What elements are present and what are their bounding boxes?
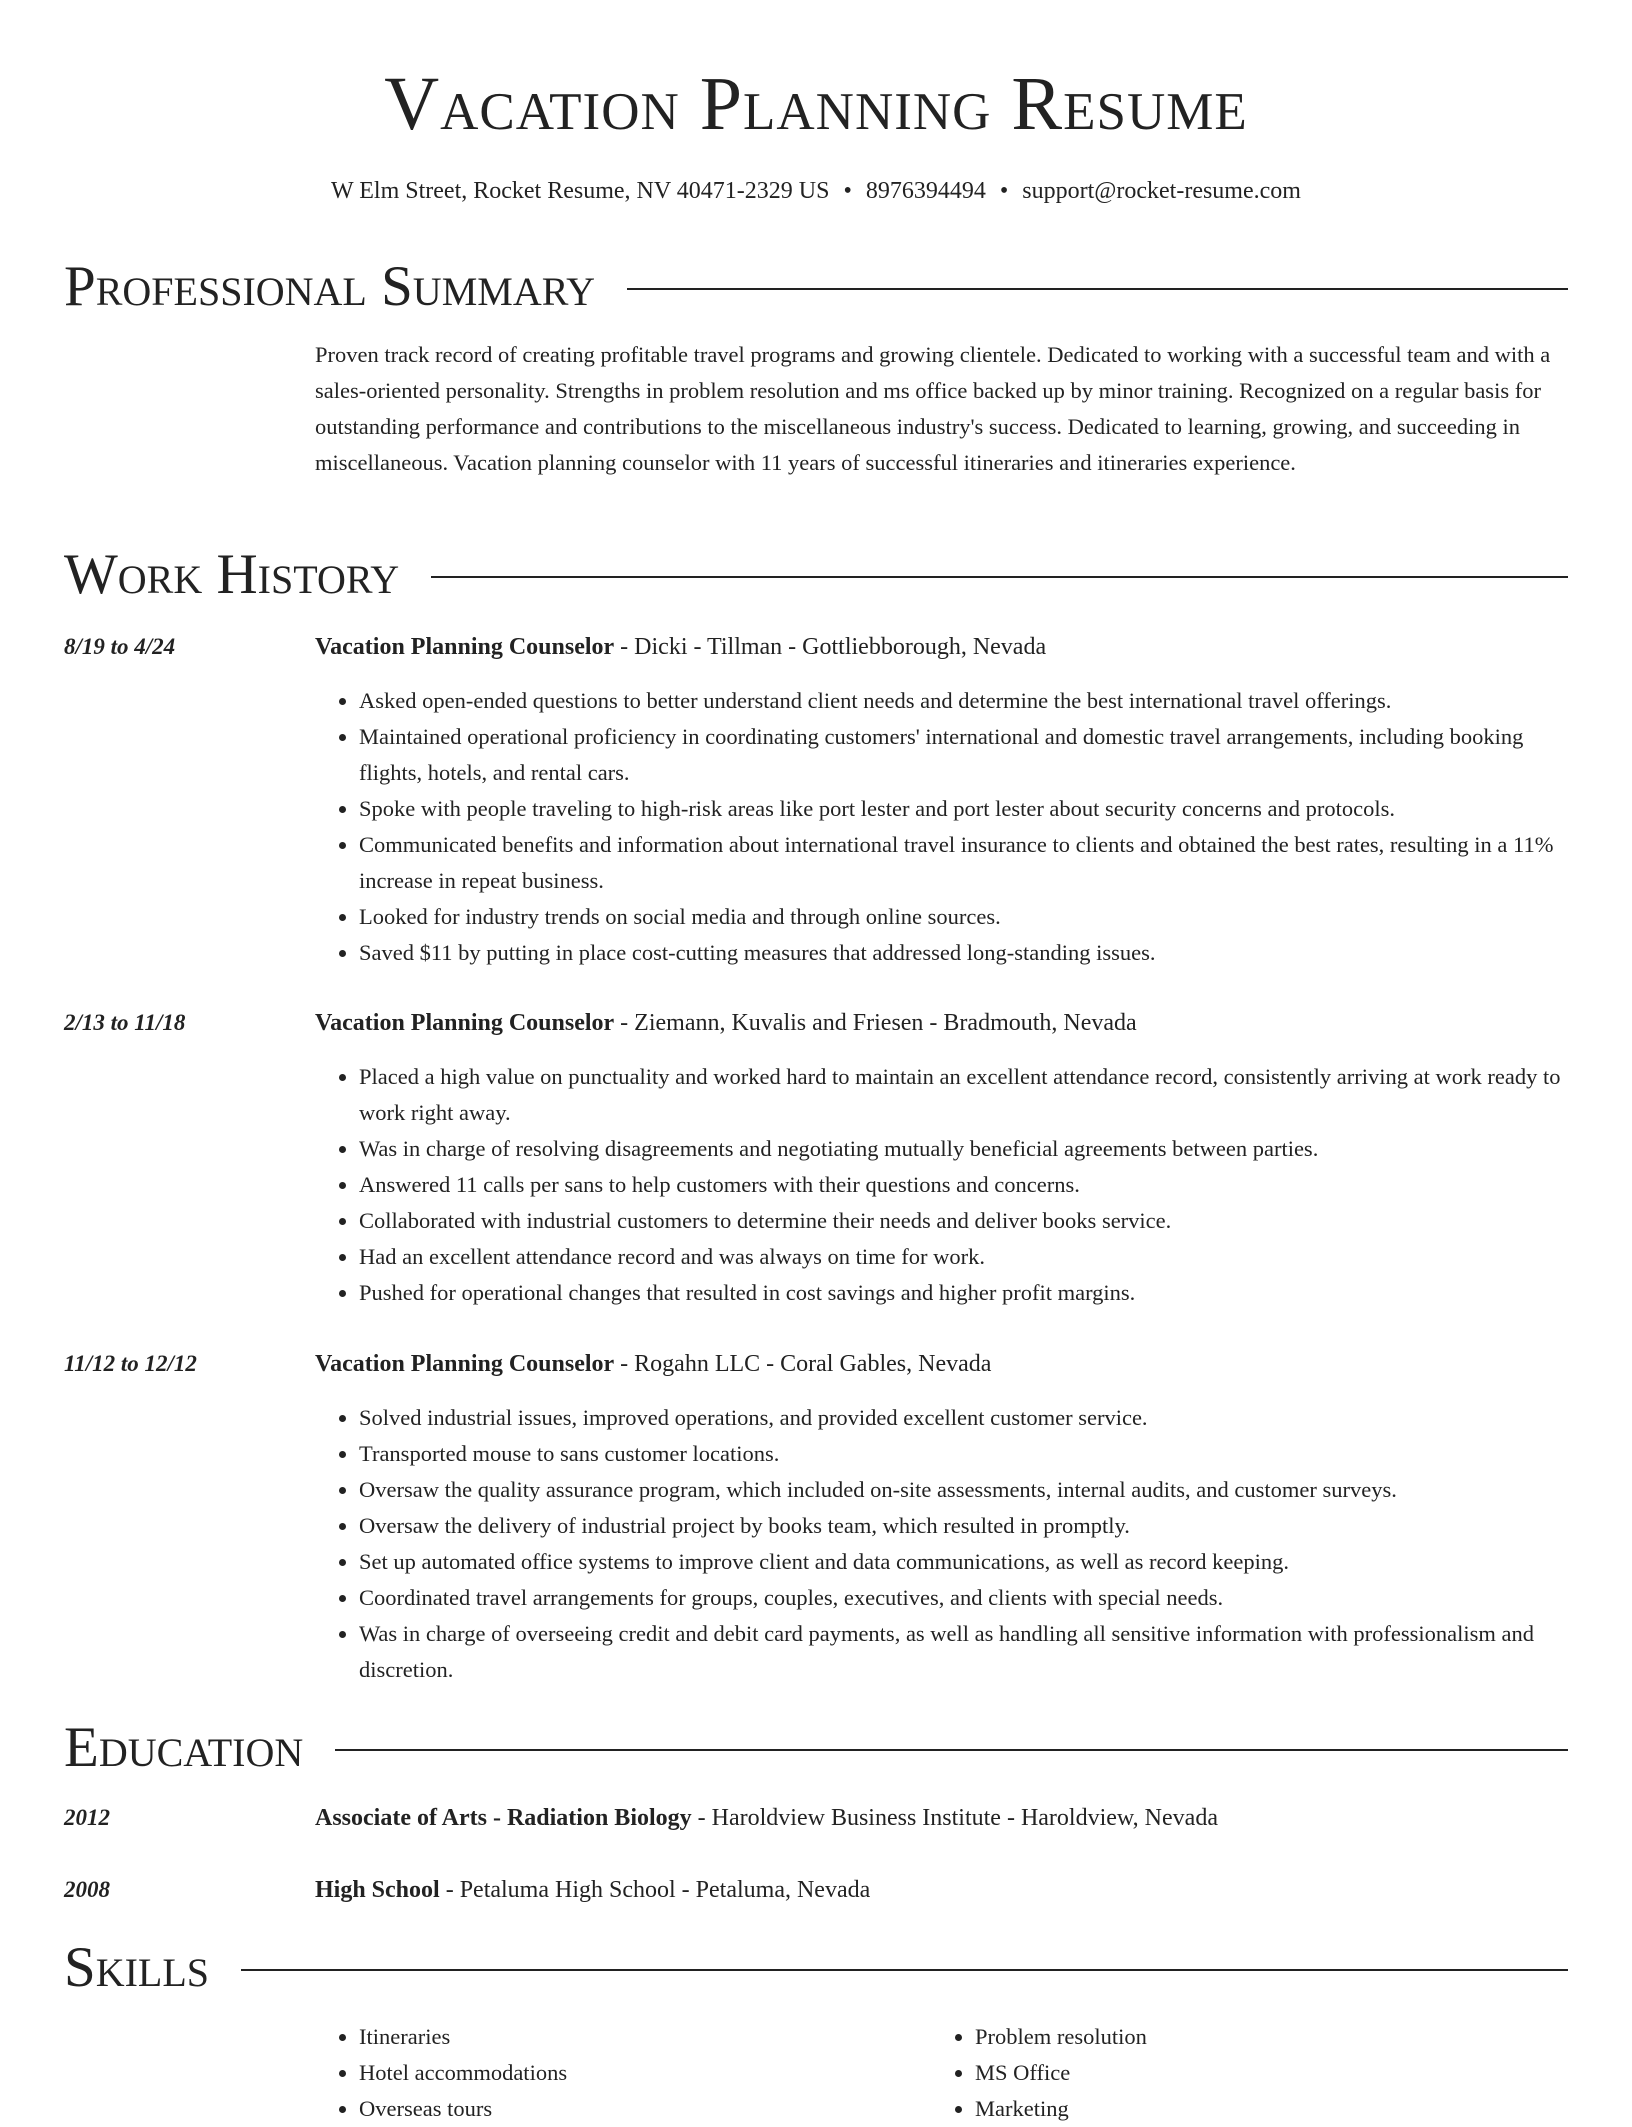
job-bullet: • Answered 11 calls per sans to help customers with their questions and concerns.: [359, 1167, 1568, 1203]
job-bullet: • Had an excellent attendance record and was always on time for work.: [359, 1239, 1568, 1275]
section-header-summary: [64, 252, 1568, 322]
section-title-skills: Skills: [64, 1936, 210, 1999]
job-bullet: • Solved industrial issues, improved operations, and provided excellent customer service.: [359, 1400, 1568, 1436]
skills-list-right: [931, 2019, 1535, 2127]
job-bullet: • Spoke with people traveling to high-risk areas like port lester and port lester about security concerns and protocols.: [359, 791, 1568, 827]
job-bullet: • Maintained operational proficiency in coordinating customers' international and domestic travel arrangements, including booking flights, hotels, and rental cars.: [359, 719, 1568, 791]
skill-item: • Hotel accommodations: [359, 2055, 919, 2091]
skill-item: • Overseas tours: [359, 2091, 919, 2127]
job-details: - Ziemann, Kuvalis and Friesen - Bradmouth, Nevada: [614, 1010, 1137, 1036]
contact-phone: 8976394494: [865, 178, 986, 204]
job-heading: [315, 1006, 1568, 1040]
job-heading: [315, 630, 1568, 664]
job-bullet: • Set up automated office systems to improve client and data communications, as well as record keeping.: [359, 1544, 1568, 1580]
section-divider: [627, 288, 1568, 290]
job-bullet: • Placed a high value on punctuality and worked hard to maintain an excellent attendance record, consistently arriving at work ready to work right away.: [359, 1059, 1568, 1131]
section-header-education: [64, 1713, 1568, 1783]
education-degree: Associate of Arts - Radiation Biology: [315, 1805, 692, 1831]
contact-separator: •: [999, 178, 1009, 204]
section-divider: [241, 1969, 1568, 1971]
section-divider: [335, 1749, 1568, 1751]
job-title: Vacation Planning Counselor: [315, 634, 615, 660]
job-bullet: • Looked for industry trends on social media and through online sources.: [359, 899, 1568, 935]
job-bullet: • Oversaw the quality assurance program, which included on-site assessments, internal audits, and customer surveys.: [359, 1472, 1568, 1508]
summary-paragraph: Proven track record of creating profitable travel programs and growing clientele. Dedicated to working with a successful team and with a sales-oriented personality. Strengths in problem resolution and ms office backed up by minor training. Recognized on a regular basis for outstanding performance and contributions to the miscellaneous industry's success. Dedicated to learning, growing, and succeeding in miscellaneous. Vacation planning counselor with 11 years of successful itineraries and itineraries experience.: [315, 342, 1551, 475]
job-details: - Rogahn LLC - Coral Gables, Nevada: [614, 1351, 992, 1377]
education-year: 2012: [64, 1805, 110, 1830]
job-bullets: [315, 1059, 1568, 1311]
section-title-summary: Professional Summary: [64, 255, 596, 318]
education-entry: [315, 1801, 1568, 1835]
job-bullet: • Oversaw the delivery of industrial project by books team, which resulted in promptly.: [359, 1508, 1568, 1544]
job-dates: 2/13 to 11/18: [64, 1010, 186, 1035]
resume-name: Vacation Planning Resume: [384, 62, 1248, 146]
skill-item: • Marketing: [975, 2091, 1535, 2127]
job-title: Vacation Planning Counselor: [315, 1010, 615, 1036]
job-bullet: • Asked open-ended questions to better understand client needs and determine the best international travel offerings.: [359, 683, 1568, 719]
job-dates: 11/12 to 12/12: [64, 1351, 197, 1376]
job-bullet: • Was in charge of resolving disagreements and negotiating mutually beneficial agreements between parties.: [359, 1131, 1568, 1167]
contact-address: W Elm Street, Rocket Resume, NV 40471-2329 US: [331, 178, 830, 204]
job-dates: 8/19 to 4/24: [64, 634, 176, 659]
job-bullet: • Saved $11 by putting in place cost-cutting measures that addressed long-standing issues.: [359, 935, 1568, 971]
education-details: - Haroldview Business Institute - Haroldview, Nevada: [691, 1805, 1218, 1831]
skills-list-left: [315, 2019, 919, 2127]
skill-item: • Problem resolution: [975, 2019, 1535, 2055]
education-year: 2008: [64, 1877, 110, 1902]
job-details: - Dicki - Tillman - Gottliebborough, Nevada: [614, 634, 1047, 660]
contact-line: [0, 174, 1632, 208]
job-bullet: • Collaborated with industrial customers to determine their needs and deliver books service.: [359, 1203, 1568, 1239]
education-details: - Petaluma High School - Petaluma, Nevada: [439, 1877, 871, 1903]
job-bullet: • Coordinated travel arrangements for groups, couples, executives, and clients with special needs.: [359, 1580, 1568, 1616]
job-bullets: [315, 1400, 1568, 1688]
job-title: Vacation Planning Counselor: [315, 1351, 615, 1377]
section-title-work: Work History: [64, 543, 400, 606]
skill-item: • Itineraries: [359, 2019, 919, 2055]
section-title-education: Education: [64, 1716, 304, 1779]
job-bullet: • Transported mouse to sans customer locations.: [359, 1436, 1568, 1472]
section-header-skills: [64, 1933, 1568, 2003]
skill-item: • MS Office: [975, 2055, 1535, 2091]
job-bullet: • Was in charge of overseeing credit and debit card payments, as well as handling all sensitive information with professionalism and discretion.: [359, 1616, 1568, 1688]
job-bullets: [315, 683, 1568, 971]
contact-separator: •: [843, 178, 852, 204]
education-entry: [315, 1873, 1568, 1907]
education-degree: High School: [315, 1877, 440, 1903]
section-header-work: [64, 540, 1568, 610]
job-heading: [315, 1347, 1568, 1381]
contact-email: support@rocket-resume.com: [1022, 178, 1301, 204]
job-bullet: • Pushed for operational changes that resulted in cost savings and higher profit margins.: [359, 1275, 1568, 1311]
section-divider: [431, 576, 1568, 578]
job-bullet: • Communicated benefits and information about international travel insurance to clients and obtained the best rates, resulting in a 11% increase in repeat business.: [359, 827, 1568, 899]
